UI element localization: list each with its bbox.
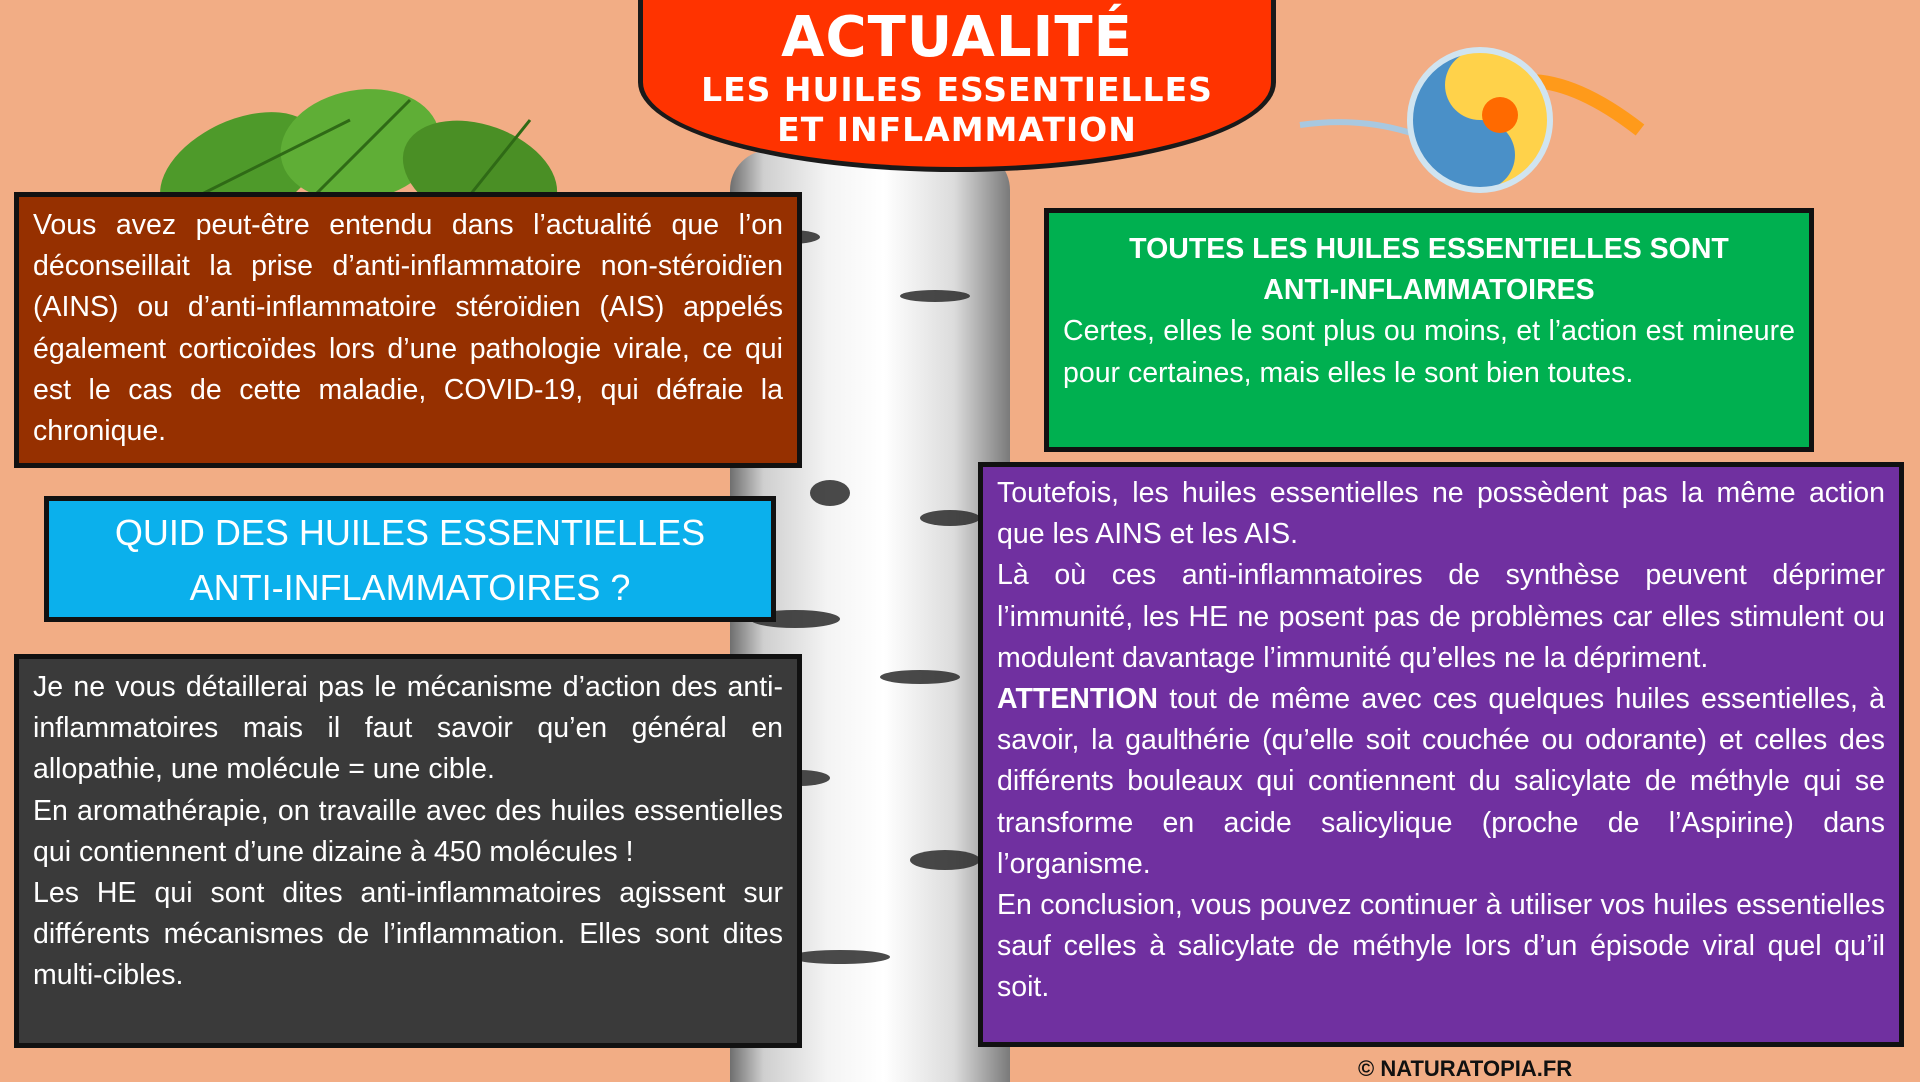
comparison-paragraph-3: [997, 679, 1885, 885]
mechanism-paragraph-1: Je ne vous détaillerai pas le mécanisme d’action des anti-inflammatoires mais il faut savoir qu’en général en allopathie, une molécule = une cible.: [33, 671, 783, 786]
comparison-paragraph-2: Là où ces anti-inflammatoires de synthèse peuvent déprimer l’immunité, les HE ne posent pas de problèmes car elles stimulent ou modulent davantage l’immunité qu’elles ne la dépriment.: [997, 559, 1885, 674]
question-line1: QUID DES HUILES ESSENTIELLES: [114, 512, 706, 553]
comparison-paragraph-4: En conclusion, vous pouvez continuer à utiliser vos huiles essentielles sauf celles à salicylate de méthyle lors d’un épisode viral quel qu’il soit.: [997, 889, 1885, 1004]
mechanism-paragraph-2: En aromathérapie, on travaille avec des huiles essentielles qui contiennent d’une dizaine à 450 molécules !: [33, 794, 783, 868]
intro-text: Vous avez peut-être entendu dans l’actualité que l’on déconseillait la prise d’anti-inflammatoire non-stéroidïen (AINS) ou d’anti-inflammatoire stéroïdien (AIS) appelés également corticoïdes lors d’une pathologie virale, ce qui est le cas de cette maladie, COVID-19, qui défraie la chronique.: [33, 209, 783, 448]
all-oils-text: Certes, elles le sont plus ou moins, et l’action est mineure pour certaines, mais elles le sont bien toutes.: [1063, 315, 1795, 389]
question-line2: ANTI-INFLAMMATOIRES ?: [189, 567, 631, 608]
question-box: [44, 496, 776, 622]
header-title: ACTUALITÉ: [781, 5, 1133, 70]
all-oils-title-line1: TOUTES LES HUILES ESSENTIELLES SONT: [1129, 233, 1729, 265]
mechanism-paragraph-3: Les HE qui sont dites anti-inflammatoires agissent sur différents mécanismes de l’inflammation. Elles sont dites multi-cibles.: [33, 877, 783, 992]
mechanism-box: [14, 654, 802, 1048]
header-subtitle-line1: LES HUILES ESSENTIELLES: [701, 70, 1213, 109]
all-oils-box: [1044, 208, 1814, 452]
all-oils-title-line2: ANTI-INFLAMMATOIRES: [1263, 274, 1595, 307]
copyright-text: © NATURATOPIA.FR: [1358, 1056, 1573, 1081]
header-banner: [638, 0, 1276, 172]
water-fire-icon: [1290, 20, 1650, 200]
intro-box: [14, 192, 802, 468]
comparison-paragraph-1: Toutefois, les huiles essentielles ne possèdent pas la même action que les AINS et les AIS.: [997, 477, 1885, 551]
header-subtitle-line2: ET INFLAMMATION: [777, 110, 1137, 149]
comparison-box: [978, 462, 1904, 1047]
attention-label: ATTENTION: [997, 683, 1158, 716]
attention-text: tout de même avec ces quelques huiles essentielles, à savoir, la gaulthérie (qu’elle soit couchée ou odorante) et celles des différents bouleaux qui contiennent du salicylate de méthyle qui se transforme en acide salicylique (proche de l’Aspirine) dans l’organisme.: [997, 683, 1885, 880]
